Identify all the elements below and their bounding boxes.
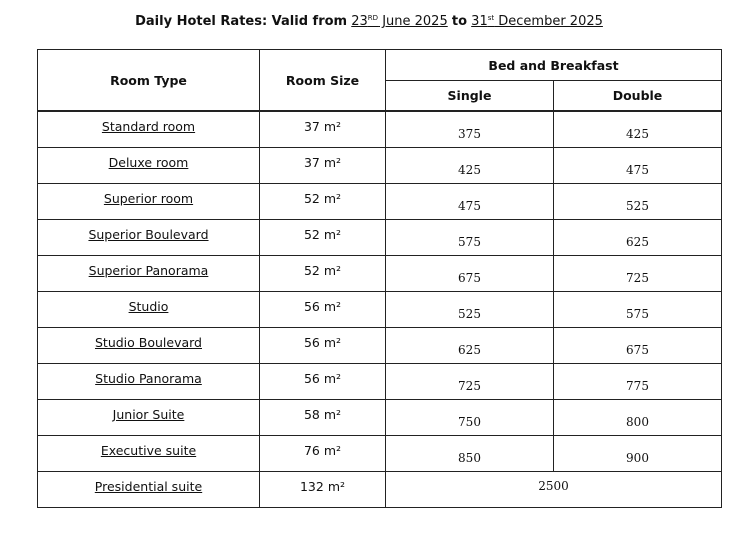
room-type-cell xyxy=(38,184,260,220)
room-link[interactable]: Superior room xyxy=(103,191,194,206)
double-price-cell: 625 xyxy=(554,220,722,256)
from-day-suffix: RD xyxy=(367,14,379,22)
table-row-presidential xyxy=(38,472,722,508)
room-size-cell: 56 m² xyxy=(260,328,386,364)
rates-table xyxy=(37,49,722,508)
header-room-size: Room Size xyxy=(260,50,386,112)
room-size-cell: 37 m² xyxy=(260,148,386,184)
from-day: 23 xyxy=(351,14,368,29)
single-price-cell: 475 xyxy=(386,184,554,220)
room-link[interactable]: Studio xyxy=(128,299,169,314)
table-row xyxy=(38,292,722,328)
single-price-cell: 725 xyxy=(386,364,554,400)
single-price-cell: 675 xyxy=(386,256,554,292)
table-row xyxy=(38,256,722,292)
room-link[interactable]: Junior Suite xyxy=(112,407,185,422)
single-price-cell: 850 xyxy=(386,436,554,472)
single-price-cell: 575 xyxy=(386,220,554,256)
merged-price-cell: 2500 xyxy=(386,472,722,508)
to-day: 31 xyxy=(471,14,488,29)
table-row xyxy=(38,184,722,220)
room-size-cell: 132 m² xyxy=(260,472,386,508)
room-size-cell: 56 m² xyxy=(260,292,386,328)
room-link[interactable]: Presidential suite xyxy=(94,479,203,494)
table-row xyxy=(38,111,722,148)
room-link[interactable]: Executive suite xyxy=(100,443,197,458)
valid-from-date xyxy=(351,14,447,29)
room-size-cell: 58 m² xyxy=(260,400,386,436)
from-month-year: June 2025 xyxy=(378,14,448,29)
double-price-cell: 675 xyxy=(554,328,722,364)
room-link[interactable]: Deluxe room xyxy=(108,155,189,170)
double-price-cell: 425 xyxy=(554,111,722,148)
table-row xyxy=(38,364,722,400)
to-month-year: December 2025 xyxy=(494,14,603,29)
room-size-cell: 56 m² xyxy=(260,364,386,400)
title-connector: to xyxy=(451,14,468,29)
single-price-cell: 425 xyxy=(386,148,554,184)
room-type-cell xyxy=(38,220,260,256)
single-price-cell: 525 xyxy=(386,292,554,328)
table-row xyxy=(38,328,722,364)
room-size-cell: 52 m² xyxy=(260,220,386,256)
header-bed-and-breakfast: Bed and Breakfast xyxy=(386,50,722,81)
room-type-cell xyxy=(38,148,260,184)
page-title xyxy=(0,14,738,29)
double-price-cell: 575 xyxy=(554,292,722,328)
header-room-type: Room Type xyxy=(38,50,260,112)
room-link[interactable]: Standard room xyxy=(101,119,196,134)
room-size-cell: 52 m² xyxy=(260,184,386,220)
room-type-cell xyxy=(38,111,260,148)
room-type-cell xyxy=(38,436,260,472)
room-link[interactable]: Superior Panorama xyxy=(88,263,209,278)
double-price-cell: 800 xyxy=(554,400,722,436)
room-size-cell: 76 m² xyxy=(260,436,386,472)
room-link[interactable]: Studio Panorama xyxy=(95,371,202,386)
table-row xyxy=(38,400,722,436)
single-price-cell: 375 xyxy=(386,111,554,148)
room-link[interactable]: Studio Boulevard xyxy=(94,335,202,350)
room-type-cell xyxy=(38,472,260,508)
room-size-cell: 37 m² xyxy=(260,111,386,148)
single-price-cell: 625 xyxy=(386,328,554,364)
table-row xyxy=(38,220,722,256)
room-type-cell xyxy=(38,364,260,400)
header-single: Single xyxy=(386,81,554,112)
header-double: Double xyxy=(554,81,722,112)
double-price-cell: 725 xyxy=(554,256,722,292)
room-size-cell: 52 m² xyxy=(260,256,386,292)
room-type-cell xyxy=(38,328,260,364)
valid-to-date xyxy=(471,14,603,29)
table-row xyxy=(38,436,722,472)
room-type-cell xyxy=(38,256,260,292)
double-price-cell: 475 xyxy=(554,148,722,184)
room-type-cell xyxy=(38,400,260,436)
room-type-cell xyxy=(38,292,260,328)
to-day-suffix: st xyxy=(487,14,495,22)
table-row xyxy=(38,148,722,184)
room-link[interactable]: Superior Boulevard xyxy=(88,227,209,242)
title-prefix: Daily Hotel Rates: Valid from xyxy=(135,14,348,29)
double-price-cell: 900 xyxy=(554,436,722,472)
double-price-cell: 775 xyxy=(554,364,722,400)
single-price-cell: 750 xyxy=(386,400,554,436)
double-price-cell: 525 xyxy=(554,184,722,220)
